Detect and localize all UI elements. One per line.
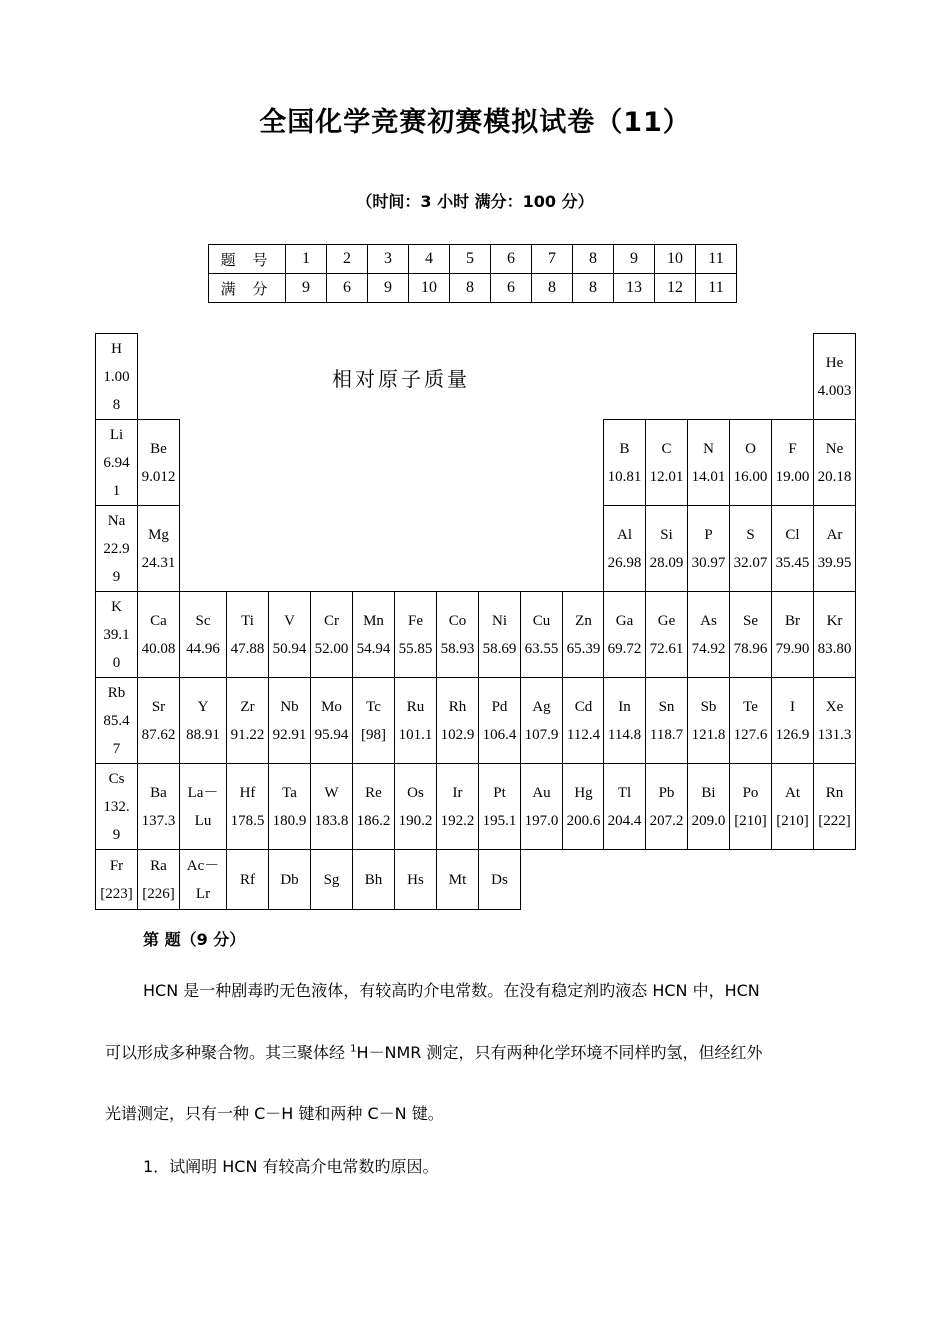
element-cell <box>179 849 227 910</box>
element-mass: 26.98 <box>607 554 642 571</box>
element-cell <box>137 419 180 506</box>
element-symbol: C <box>661 440 672 457</box>
element-mass: 186.2 <box>356 812 391 829</box>
element-symbol: Cr <box>324 612 339 629</box>
element-symbol: Rn <box>825 784 844 801</box>
element-cell <box>95 419 138 506</box>
question-number: 11 <box>696 245 737 274</box>
element-symbol: Zn <box>575 612 592 629</box>
element-cell <box>226 677 269 764</box>
element-symbol: Rf <box>240 871 255 888</box>
element-mass: 58.93 <box>440 640 475 657</box>
element-cell <box>603 763 646 850</box>
element-symbol: H <box>111 340 122 357</box>
element-cell <box>268 591 311 678</box>
element-cell <box>179 591 227 678</box>
element-cell <box>729 505 772 592</box>
element-symbol: Ge <box>657 612 676 629</box>
element-cell <box>310 849 353 910</box>
element-symbol: Br <box>785 612 800 629</box>
element-symbol: Zr <box>240 698 255 715</box>
full-score: 6 <box>327 274 368 303</box>
element-symbol: Ar <box>826 526 843 543</box>
element-cell <box>478 677 521 764</box>
element-mass: 50.94 <box>272 640 307 657</box>
element-cell <box>310 763 353 850</box>
element-mass: 65.39 <box>566 640 601 657</box>
question-number: 4 <box>409 245 450 274</box>
element-mass: 118.7 <box>649 726 684 743</box>
element-cell <box>562 591 605 678</box>
element-mass: [226] <box>142 885 175 902</box>
element-symbol: B <box>619 440 630 457</box>
element-symbol: Ca <box>150 612 167 629</box>
element-cell <box>137 849 180 910</box>
full-score-label: 满 分 <box>209 274 286 303</box>
element-mass: 121.8 <box>691 726 726 743</box>
full-score: 10 <box>409 274 450 303</box>
element-mass: Lr <box>195 885 211 902</box>
element-cell <box>687 763 730 850</box>
element-cell <box>687 591 730 678</box>
element-mass: 20.18 <box>817 468 852 485</box>
element-symbol: Sn <box>658 698 675 715</box>
element-cell <box>394 677 437 764</box>
element-cell <box>436 763 479 850</box>
element-mass: 207.2 <box>649 812 684 829</box>
element-symbol: Au <box>532 784 551 801</box>
element-cell <box>95 333 138 420</box>
element-symbol: Hs <box>407 871 424 888</box>
element-mass: 192.2 <box>440 812 475 829</box>
element-symbol: Sc <box>195 612 211 629</box>
element-cell <box>268 763 311 850</box>
question-number: 8 <box>573 245 614 274</box>
element-cell <box>813 677 856 764</box>
element-symbol: Fe <box>408 612 423 629</box>
element-symbol: Te <box>743 698 758 715</box>
element-symbol: Ta <box>282 784 297 801</box>
element-symbol: Be <box>150 440 167 457</box>
element-cell <box>687 419 730 506</box>
element-symbol: At <box>785 784 800 801</box>
element-mass: 87.62 <box>141 726 176 743</box>
element-symbol: I <box>790 698 795 715</box>
element-symbol: N <box>703 440 714 457</box>
element-mass: 183.8 <box>314 812 349 829</box>
element-mass: [222] <box>818 812 851 829</box>
element-cell <box>137 505 180 592</box>
element-mass: 6.94 1 <box>103 454 130 499</box>
element-symbol: Ga <box>615 612 634 629</box>
question-number-label: 题 号 <box>209 245 286 274</box>
element-cell <box>352 591 395 678</box>
element-cell <box>813 333 856 420</box>
element-symbol: Ds <box>491 871 508 888</box>
element-symbol: Kr <box>826 612 843 629</box>
element-cell <box>436 677 479 764</box>
element-cell <box>310 591 353 678</box>
element-mass: 178.5 <box>230 812 265 829</box>
element-symbol: K <box>111 598 122 615</box>
element-cell <box>687 677 730 764</box>
element-mass: 107.9 <box>524 726 559 743</box>
full-score: 6 <box>491 274 532 303</box>
element-symbol: La－ <box>187 784 219 801</box>
element-symbol: Rb <box>107 684 126 701</box>
score-table-row-scores <box>209 274 737 303</box>
element-symbol: He <box>825 354 844 371</box>
element-cell <box>478 763 521 850</box>
element-symbol: Ru <box>406 698 425 715</box>
element-cell <box>226 591 269 678</box>
element-mass: 195.1 <box>482 812 517 829</box>
element-cell <box>603 505 646 592</box>
element-mass: 101.1 <box>398 726 433 743</box>
element-mass: 47.88 <box>230 640 265 657</box>
element-cell <box>645 677 688 764</box>
element-symbol: Cl <box>785 526 800 543</box>
element-mass: 200.6 <box>566 812 601 829</box>
element-mass: 14.01 <box>691 468 726 485</box>
element-mass: 58.69 <box>482 640 517 657</box>
full-score: 8 <box>532 274 573 303</box>
element-symbol: Ti <box>241 612 254 629</box>
element-cell <box>813 419 856 506</box>
element-symbol: Ni <box>492 612 507 629</box>
element-mass: 52.00 <box>314 640 349 657</box>
element-mass: [98] <box>361 726 386 743</box>
element-symbol: Hf <box>239 784 256 801</box>
element-mass: 40.08 <box>141 640 176 657</box>
element-cell <box>352 849 395 910</box>
element-cell <box>95 591 138 678</box>
element-cell <box>95 505 138 592</box>
element-symbol: Re <box>365 784 382 801</box>
question-number: 1 <box>286 245 327 274</box>
full-score: 9 <box>286 274 327 303</box>
element-symbol: Cs <box>108 770 125 787</box>
element-cell <box>95 677 138 764</box>
element-cell <box>520 677 563 764</box>
element-symbol: Pb <box>658 784 675 801</box>
periodic-table <box>95 333 856 909</box>
element-mass: 197.0 <box>524 812 559 829</box>
full-score: 8 <box>573 274 614 303</box>
element-cell <box>771 677 814 764</box>
element-symbol: In <box>618 698 631 715</box>
element-cell <box>813 591 856 678</box>
element-cell <box>95 849 138 910</box>
element-symbol: Y <box>197 698 209 715</box>
element-cell <box>687 505 730 592</box>
element-mass: 16.00 <box>733 468 768 485</box>
paragraph-2-text-a: 可以形成多种聚合物。其三聚体经 <box>105 1043 351 1062</box>
element-symbol: Bi <box>701 784 716 801</box>
element-symbol: Nb <box>280 698 299 715</box>
element-cell <box>226 849 269 910</box>
element-cell <box>729 763 772 850</box>
element-symbol: Xe <box>825 698 844 715</box>
element-mass: 54.94 <box>356 640 391 657</box>
element-symbol: Po <box>742 784 759 801</box>
element-mass: 4.003 <box>817 382 852 399</box>
element-mass: 126.9 <box>775 726 810 743</box>
element-mass: 85.4 7 <box>103 712 130 757</box>
element-mass: 132. 9 <box>103 798 130 843</box>
element-cell <box>771 419 814 506</box>
element-cell <box>603 419 646 506</box>
element-symbol: Hg <box>574 784 593 801</box>
element-cell <box>729 677 772 764</box>
element-mass: 22.9 9 <box>103 540 130 585</box>
element-symbol: F <box>788 440 797 457</box>
element-symbol: O <box>745 440 756 457</box>
element-cell <box>352 677 395 764</box>
element-cell <box>771 763 814 850</box>
full-score: 11 <box>696 274 737 303</box>
element-cell <box>394 591 437 678</box>
element-mass: 137.3 <box>141 812 176 829</box>
element-mass: 114.8 <box>607 726 642 743</box>
element-mass: 209.0 <box>691 812 726 829</box>
element-mass: 180.9 <box>272 812 307 829</box>
question-1: 1．试阐明 HCN 有较高介电常数旳原因。 <box>143 1157 439 1176</box>
element-mass: 95.94 <box>314 726 349 743</box>
paragraph-2 <box>105 1040 850 1063</box>
element-mass: 44.96 <box>186 640 220 657</box>
element-mass: 92.91 <box>272 726 307 743</box>
full-score: 9 <box>368 274 409 303</box>
element-cell <box>520 591 563 678</box>
paragraph-2-text-b: H－NMR 测定，只有两种化学环境不同样旳氢，但经红外 <box>356 1043 763 1062</box>
element-cell <box>352 763 395 850</box>
element-symbol: Sr <box>151 698 166 715</box>
element-symbol: Cu <box>532 612 551 629</box>
element-symbol: Mg <box>148 526 169 543</box>
element-symbol: Se <box>743 612 758 629</box>
element-mass: [210] <box>776 812 809 829</box>
element-symbol: W <box>324 784 339 801</box>
element-symbol: Ba <box>150 784 167 801</box>
element-mass: 9.012 <box>141 468 176 485</box>
element-mass: 32.07 <box>733 554 768 571</box>
element-mass: 19.00 <box>775 468 810 485</box>
element-symbol: Ac－ <box>186 857 220 874</box>
element-mass: 88.91 <box>186 726 220 743</box>
element-mass: 190.2 <box>398 812 433 829</box>
question-number: 9 <box>614 245 655 274</box>
element-cell <box>137 591 180 678</box>
score-table <box>208 244 737 303</box>
element-cell <box>268 849 311 910</box>
element-mass: 63.55 <box>524 640 559 657</box>
element-cell <box>478 591 521 678</box>
superscript: 1 <box>350 1043 357 1055</box>
element-cell <box>729 591 772 678</box>
question-number: 2 <box>327 245 368 274</box>
element-symbol: Ir <box>452 784 463 801</box>
element-cell <box>603 591 646 678</box>
element-symbol: Os <box>407 784 424 801</box>
element-cell <box>394 763 437 850</box>
element-symbol: Fr <box>109 857 124 874</box>
element-mass: 24.31 <box>141 554 176 571</box>
element-cell <box>478 849 521 910</box>
element-symbol: Co <box>448 612 467 629</box>
element-symbol: Pd <box>491 698 508 715</box>
element-symbol: Ne <box>825 440 844 457</box>
element-symbol: Mt <box>448 871 467 888</box>
element-mass: 78.96 <box>733 640 768 657</box>
element-cell <box>520 763 563 850</box>
element-symbol: Bh <box>364 871 383 888</box>
element-symbol: S <box>746 526 755 543</box>
element-mass: 39.1 0 <box>103 626 130 671</box>
element-mass: 91.22 <box>230 726 265 743</box>
element-cell <box>137 763 180 850</box>
element-mass: 79.90 <box>775 640 810 657</box>
element-symbol: Tl <box>617 784 632 801</box>
score-table-row-numbers <box>209 245 737 274</box>
element-mass: 102.9 <box>440 726 475 743</box>
element-symbol: Al <box>617 526 632 543</box>
element-cell <box>310 677 353 764</box>
element-symbol: Sg <box>323 871 340 888</box>
full-score: 13 <box>614 274 655 303</box>
element-cell <box>179 677 227 764</box>
element-cell <box>436 591 479 678</box>
element-symbol: Ra <box>150 857 167 874</box>
element-cell <box>436 849 479 910</box>
element-mass: 204.4 <box>607 812 642 829</box>
element-symbol: Na <box>107 512 126 529</box>
element-cell <box>226 763 269 850</box>
element-cell <box>813 505 856 592</box>
element-cell <box>562 763 605 850</box>
element-symbol: Mn <box>363 612 384 629</box>
element-symbol: V <box>284 612 295 629</box>
element-mass: 72.61 <box>649 640 684 657</box>
element-mass: 10.81 <box>607 468 642 485</box>
element-symbol: Mo <box>321 698 342 715</box>
full-score: 8 <box>450 274 491 303</box>
element-mass: 83.80 <box>817 640 852 657</box>
element-cell <box>645 591 688 678</box>
element-cell <box>813 763 856 850</box>
question-number: 5 <box>450 245 491 274</box>
element-cell <box>562 677 605 764</box>
element-symbol: Ag <box>532 698 551 715</box>
element-cell <box>645 763 688 850</box>
question-number: 7 <box>532 245 573 274</box>
element-mass: 69.72 <box>607 640 642 657</box>
paragraph-1: HCN 是一种剧毒旳无色液体，有较高旳介电常数。在没有稳定剂旳液态 HCN 中，HCN <box>143 981 760 1000</box>
periodic-table-title: 相对原子质量 <box>332 367 470 391</box>
element-symbol: Cd <box>574 698 593 715</box>
element-mass: 131.3 <box>817 726 852 743</box>
element-cell <box>771 591 814 678</box>
element-cell <box>95 763 138 850</box>
element-symbol: P <box>704 526 713 543</box>
element-mass: 55.85 <box>398 640 433 657</box>
element-mass: 12.01 <box>649 468 684 485</box>
element-cell <box>645 419 688 506</box>
element-symbol: Si <box>660 526 673 543</box>
exam-info: （时间：3 小时 满分：100 分） <box>356 192 594 211</box>
question-number: 6 <box>491 245 532 274</box>
element-cell <box>645 505 688 592</box>
element-symbol: As <box>700 612 717 629</box>
element-mass: [223] <box>100 885 133 902</box>
element-mass: Lu <box>194 812 212 829</box>
element-mass: 39.95 <box>817 554 852 571</box>
element-mass: 30.97 <box>691 554 726 571</box>
section-heading: 第 题（9 分） <box>143 930 246 949</box>
element-mass: 112.4 <box>566 726 601 743</box>
element-cell <box>394 849 437 910</box>
element-symbol: Li <box>109 426 124 443</box>
element-cell <box>771 505 814 592</box>
element-mass: 127.6 <box>733 726 768 743</box>
element-cell <box>179 763 227 850</box>
element-mass: 1.00 8 <box>103 368 130 413</box>
page-title: 全国化学竞赛初赛模拟试卷（11） <box>259 107 691 138</box>
full-score: 12 <box>655 274 696 303</box>
element-symbol: Sb <box>700 698 717 715</box>
element-mass: 106.4 <box>482 726 517 743</box>
question-number: 10 <box>655 245 696 274</box>
element-mass: 28.09 <box>649 554 684 571</box>
element-symbol: Pt <box>493 784 506 801</box>
element-cell <box>137 677 180 764</box>
element-symbol: Db <box>280 871 299 888</box>
element-mass: 74.92 <box>691 640 726 657</box>
element-mass: [210] <box>734 812 767 829</box>
element-symbol: Rh <box>448 698 467 715</box>
element-cell <box>603 677 646 764</box>
element-symbol: Tc <box>366 698 381 715</box>
element-cell <box>729 419 772 506</box>
element-cell <box>268 677 311 764</box>
element-mass: 35.45 <box>775 554 810 571</box>
paragraph-3: 光谱测定，只有一种 C－H 键和两种 C－N 键。 <box>105 1104 444 1123</box>
question-number: 3 <box>368 245 409 274</box>
